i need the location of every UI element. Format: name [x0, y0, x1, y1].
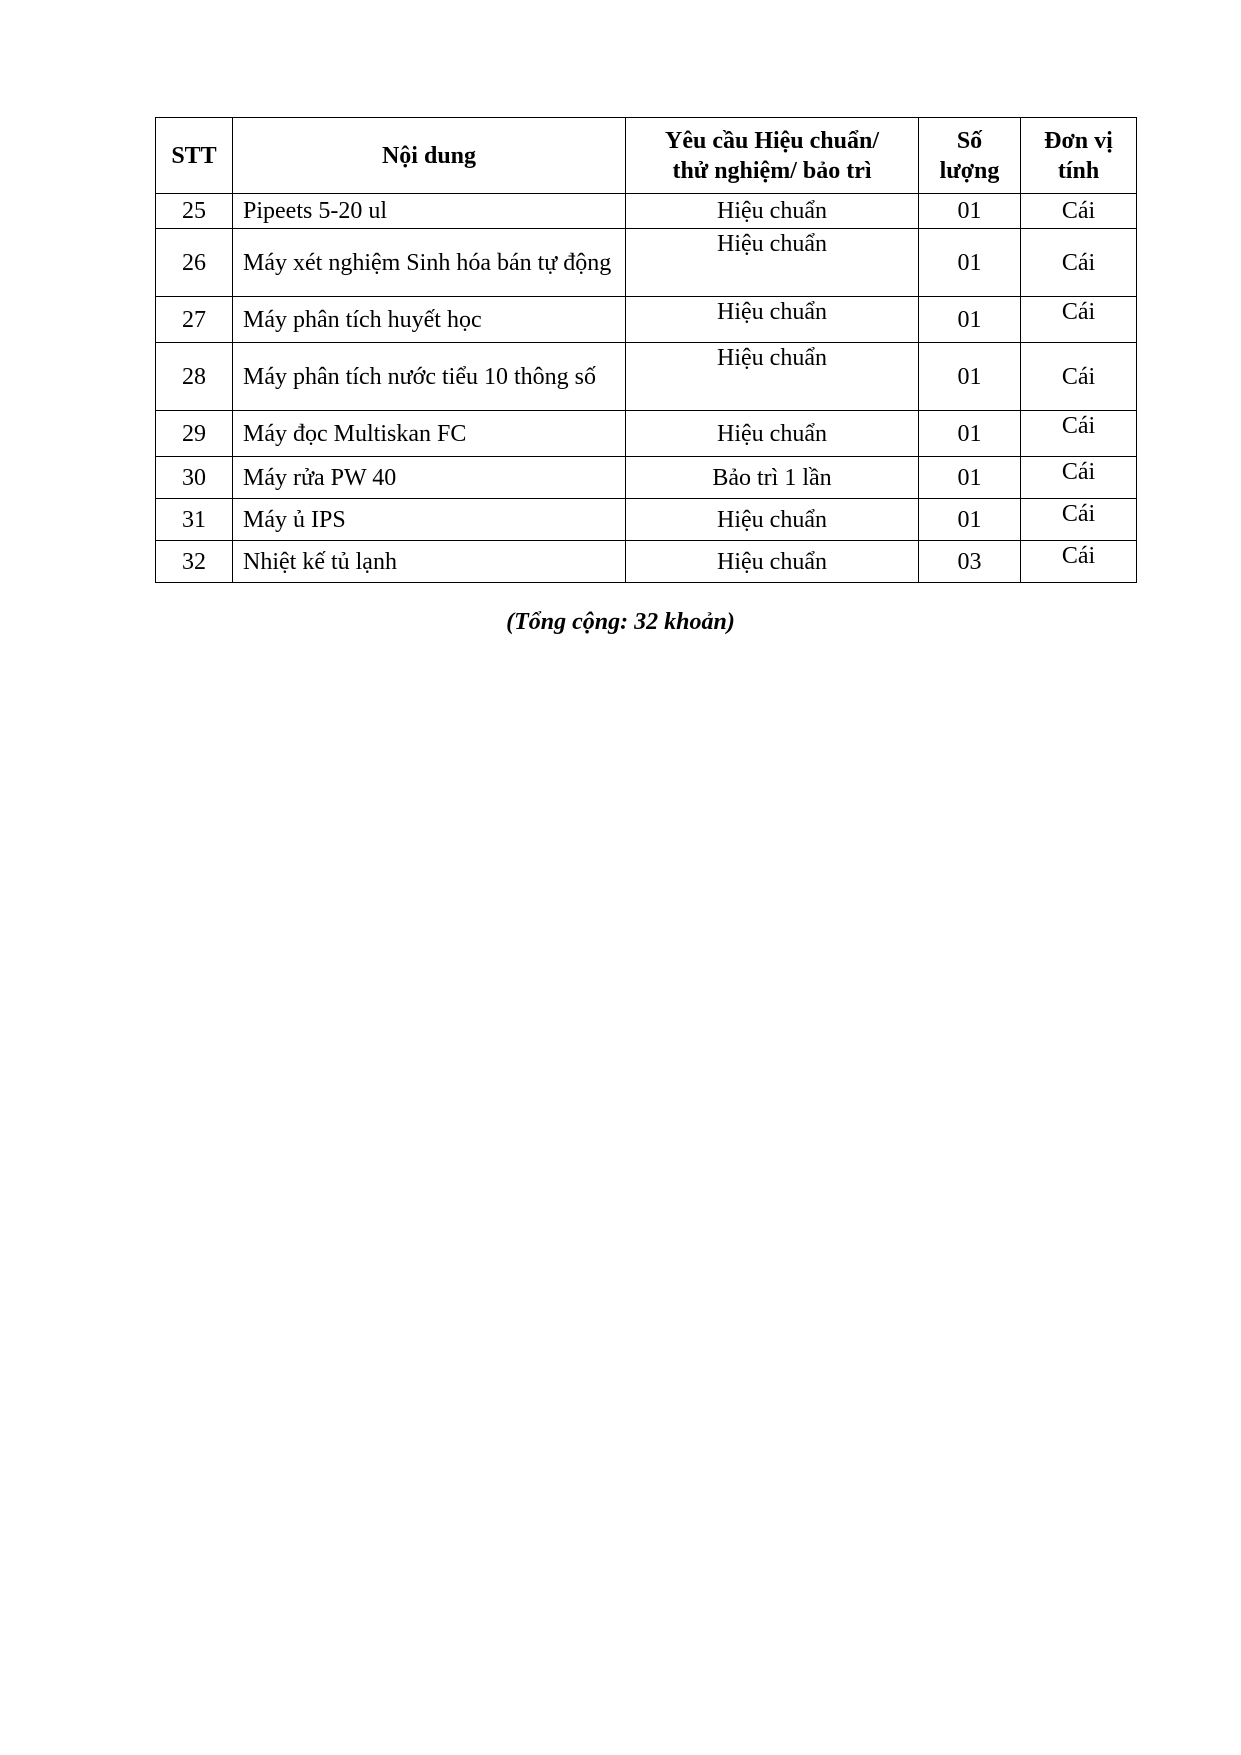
cell-content: Nhiệt kế tủ lạnh: [233, 541, 626, 583]
cell-stt: 26: [156, 229, 233, 297]
cell-unit: Cái: [1021, 194, 1137, 229]
cell-unit: Cái: [1021, 411, 1137, 457]
table-row: [156, 457, 1137, 499]
header-requirement: Yêu cầu Hiệu chuẩn/ thử nghiệm/ bảo trì: [626, 118, 919, 194]
header-content: Nội dung: [233, 118, 626, 194]
cell-content: Máy phân tích nước tiểu 10 thông số: [233, 343, 626, 411]
table-row: [156, 194, 1137, 229]
cell-requirement: Hiệu chuẩn: [626, 229, 919, 297]
cell-quantity: 01: [919, 343, 1021, 411]
cell-requirement: Hiệu chuẩn: [626, 343, 919, 411]
equipment-table: [155, 117, 1137, 583]
cell-stt: 32: [156, 541, 233, 583]
cell-content: Máy rửa PW 40: [233, 457, 626, 499]
cell-unit: Cái: [1021, 229, 1137, 297]
table-row: [156, 229, 1137, 297]
cell-stt: 31: [156, 499, 233, 541]
cell-requirement: Hiệu chuẩn: [626, 411, 919, 457]
cell-stt: 25: [156, 194, 233, 229]
cell-unit: Cái: [1021, 541, 1137, 583]
cell-quantity: 01: [919, 194, 1021, 229]
cell-quantity: 01: [919, 411, 1021, 457]
cell-stt: 29: [156, 411, 233, 457]
table-row: [156, 411, 1137, 457]
table-row: [156, 297, 1137, 343]
cell-unit: Cái: [1021, 343, 1137, 411]
cell-stt: 27: [156, 297, 233, 343]
cell-requirement: Hiệu chuẩn: [626, 541, 919, 583]
cell-content: Máy xét nghiệm Sinh hóa bán tự động: [233, 229, 626, 297]
header-unit: Đơn vị tính: [1021, 118, 1137, 194]
cell-requirement: Hiệu chuẩn: [626, 297, 919, 343]
cell-quantity: 03: [919, 541, 1021, 583]
cell-quantity: 01: [919, 229, 1021, 297]
cell-content: Pipeets 5-20 ul: [233, 194, 626, 229]
table-row: [156, 343, 1137, 411]
cell-quantity: 01: [919, 297, 1021, 343]
cell-quantity: 01: [919, 457, 1021, 499]
cell-requirement: Hiệu chuẩn: [626, 499, 919, 541]
cell-quantity: 01: [919, 499, 1021, 541]
cell-unit: Cái: [1021, 457, 1137, 499]
header-stt: STT: [156, 118, 233, 194]
table-row: [156, 499, 1137, 541]
cell-content: Máy đọc Multiskan FC: [233, 411, 626, 457]
cell-requirement: Hiệu chuẩn: [626, 194, 919, 229]
cell-content: Máy ủ IPS: [233, 499, 626, 541]
cell-unit: Cái: [1021, 297, 1137, 343]
cell-requirement: Bảo trì 1 lần: [626, 457, 919, 499]
table-header-row: [156, 118, 1137, 194]
table-row: [156, 541, 1137, 583]
cell-stt: 30: [156, 457, 233, 499]
header-quantity: Số lượng: [919, 118, 1021, 194]
cell-content: Máy phân tích huyết học: [233, 297, 626, 343]
cell-stt: 28: [156, 343, 233, 411]
total-summary: (Tổng cộng: 32 khoản): [506, 609, 735, 635]
cell-unit: Cái: [1021, 499, 1137, 541]
